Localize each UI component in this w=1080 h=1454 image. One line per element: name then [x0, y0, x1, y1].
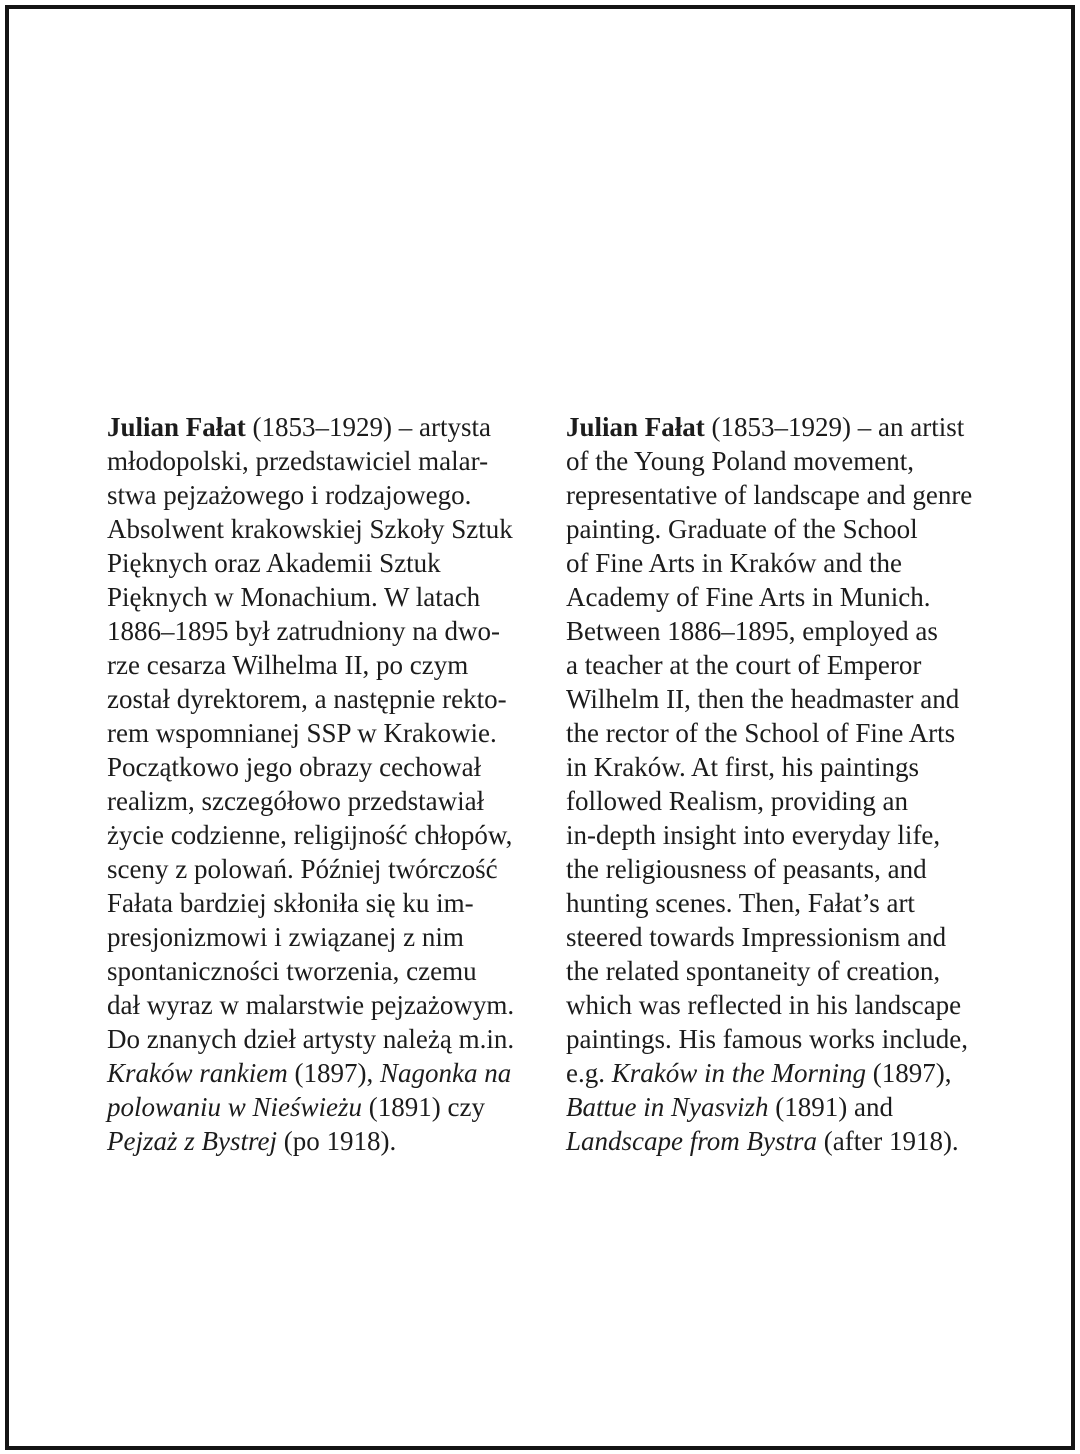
body-text-run: the rector of the School of Fine Arts — [566, 718, 956, 748]
text-line — [566, 478, 1018, 512]
text-line — [107, 988, 559, 1022]
body-text-run: Początkowo jego obrazy cechował — [107, 752, 482, 782]
body-text-run: the religiousness of peasants, and — [566, 854, 927, 884]
text-line — [566, 444, 1018, 478]
body-text-run: rem wspomnianej SSP w Krakowie. — [107, 718, 497, 748]
body-text-run: which was reflected in his landscape — [566, 990, 962, 1020]
text-line — [566, 1124, 1018, 1158]
text-line — [566, 410, 1018, 444]
body-text-run: (1853–1929) – artysta — [245, 412, 491, 442]
body-text-run: (1897), — [865, 1058, 952, 1088]
body-text-run: Academy of Fine Arts in Munich. — [566, 582, 931, 612]
body-text-run: (after 1918). — [817, 1126, 959, 1156]
text-line — [566, 1022, 1018, 1056]
body-text-run: dał wyraz w malarstwie pejzażowym. — [107, 990, 515, 1020]
body-text-run: steered towards Impressionism and — [566, 922, 947, 952]
body-text-run: (1891) and — [768, 1092, 893, 1122]
text-line — [107, 580, 559, 614]
text-line — [107, 614, 559, 648]
text-line — [566, 580, 1018, 614]
text-line — [107, 954, 559, 988]
artwork-title-italic: Kraków rankiem — [107, 1058, 288, 1088]
artist-name-bold: Julian Fałat — [566, 412, 705, 442]
text-line — [566, 648, 1018, 682]
body-text-run: (1891) czy — [362, 1092, 485, 1122]
text-line — [566, 954, 1018, 988]
body-text-run: Do znanych dzieł artysty należą m.in. — [107, 1024, 515, 1054]
text-line — [107, 1124, 559, 1158]
body-text-run: a teacher at the court of Emperor — [566, 650, 922, 680]
body-text-run: Pięknych w Monachium. W latach — [107, 582, 481, 612]
text-line — [107, 682, 559, 716]
body-text-run: (po 1918). — [276, 1126, 397, 1156]
text-line — [107, 886, 559, 920]
text-line — [107, 920, 559, 954]
artwork-title-italic: Landscape from Bystra — [566, 1126, 817, 1156]
body-text-run: Between 1886–1895, employed as — [566, 616, 938, 646]
biography-column-polish — [107, 410, 559, 1158]
artwork-title-italic: Pejzaż z Bystrej — [107, 1126, 277, 1156]
text-line — [107, 852, 559, 886]
text-line — [566, 682, 1018, 716]
body-text-run: presjonizmowi i związanej z nim — [107, 922, 464, 952]
body-text-run: rze cesarza Wilhelma II, po czym — [107, 650, 469, 680]
body-text-run: of Fine Arts in Kraków and the — [566, 548, 902, 578]
text-line — [107, 818, 559, 852]
text-line — [566, 852, 1018, 886]
body-text-run: Pięknych oraz Akademii Sztuk — [107, 548, 441, 578]
body-text-run: followed Realism, providing an — [566, 786, 908, 816]
body-text-run: (1853–1929) – an artist — [704, 412, 965, 442]
text-line — [566, 920, 1018, 954]
artwork-title-italic: Battue in Nyasvizh — [566, 1092, 769, 1122]
body-text-run: stwa pejzażowego i rodzajowego. — [107, 480, 472, 510]
body-text-run: został dyrektorem, a następnie rekto- — [107, 684, 507, 714]
artwork-title-italic: Nagonka na — [379, 1058, 512, 1088]
text-line — [107, 648, 559, 682]
artwork-title-italic: polowaniu w Nieświeżu — [107, 1092, 363, 1122]
body-text-run: painting. Graduate of the School — [566, 514, 918, 544]
text-line — [566, 886, 1018, 920]
text-line — [566, 1090, 1018, 1124]
text-line — [566, 988, 1018, 1022]
text-line — [566, 614, 1018, 648]
text-line — [107, 410, 559, 444]
text-line — [566, 1056, 1018, 1090]
body-text-run: Fałata bardziej skłoniła się ku im- — [107, 888, 474, 918]
text-line — [566, 512, 1018, 546]
text-line — [107, 784, 559, 818]
body-text-run: sceny z polowań. Później twórczość — [107, 854, 498, 884]
text-line — [566, 750, 1018, 784]
body-text-run: representative of landscape and genre — [566, 480, 973, 510]
text-line — [107, 716, 559, 750]
body-text-run: in Kraków. At first, his paintings — [566, 752, 919, 782]
body-text-run: spontaniczności tworzenia, czemu — [107, 956, 477, 986]
body-text-run: paintings. His famous works include, — [566, 1024, 968, 1054]
text-line — [107, 1056, 559, 1090]
body-text-run: (1897), — [287, 1058, 380, 1088]
text-line — [107, 546, 559, 580]
text-line — [107, 750, 559, 784]
text-line — [107, 444, 559, 478]
artist-name-bold: Julian Fałat — [107, 412, 246, 442]
text-line — [566, 716, 1018, 750]
text-line — [566, 818, 1018, 852]
biography-column-english — [566, 410, 1018, 1158]
text-line — [107, 512, 559, 546]
body-text-run: Absolwent krakowskiej Szkoły Sztuk — [107, 514, 513, 544]
text-line — [566, 546, 1018, 580]
body-text-run: młodopolski, przedstawiciel malar- — [107, 446, 489, 476]
artwork-title-italic: Kraków in the Morning — [611, 1058, 866, 1088]
body-text-run: Wilhelm II, then the headmaster and — [566, 684, 960, 714]
text-line — [107, 1022, 559, 1056]
text-line — [107, 478, 559, 512]
body-text-run: życie codzienne, religijność chłopów, — [107, 820, 513, 850]
body-text-run: hunting scenes. Then, Fałat’s art — [566, 888, 915, 918]
text-line — [107, 1090, 559, 1124]
body-text-run: 1886–1895 był zatrudniony na dwo- — [107, 616, 500, 646]
body-text-run: e.g. — [566, 1058, 612, 1088]
body-text-run: realizm, szczegółowo przedstawiał — [107, 786, 485, 816]
body-text-run: in-depth insight into everyday life, — [566, 820, 941, 850]
body-text-run: the related spontaneity of creation, — [566, 956, 941, 986]
text-line — [566, 784, 1018, 818]
body-text-run: of the Young Poland movement, — [566, 446, 914, 476]
